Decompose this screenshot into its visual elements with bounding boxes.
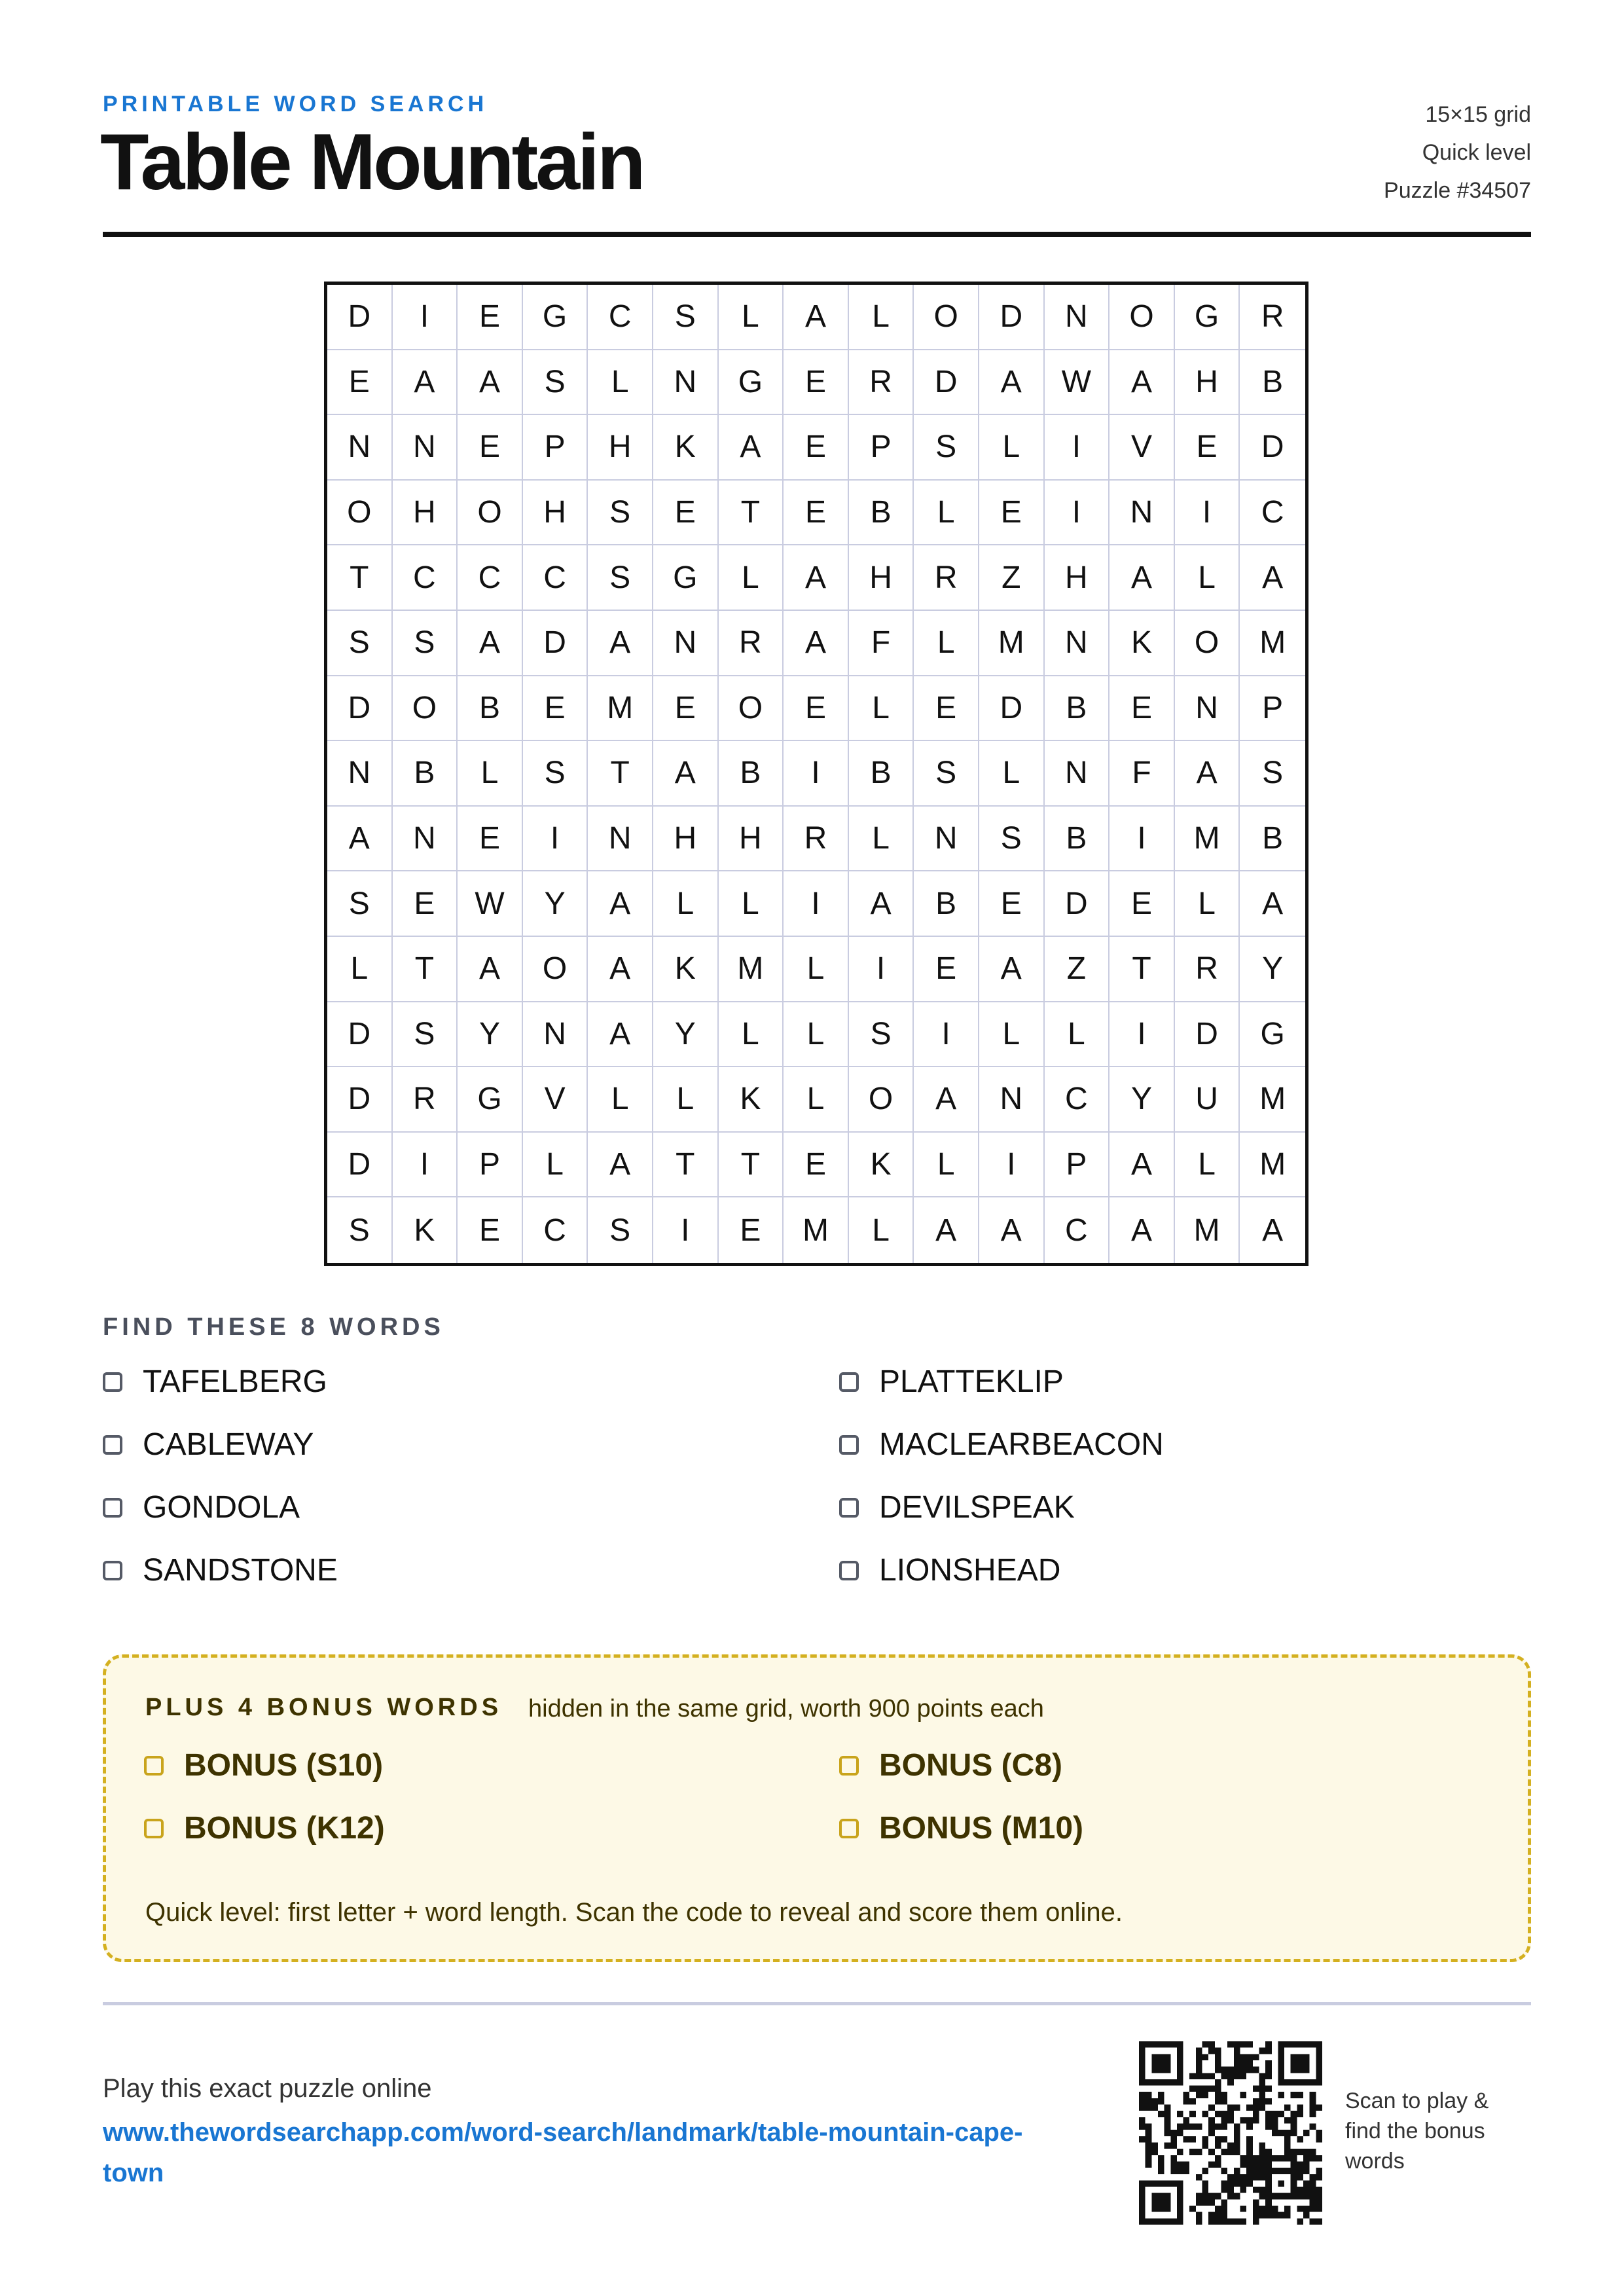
grid-cell[interactable]: L: [914, 611, 979, 676]
grid-cell[interactable]: N: [393, 415, 458, 481]
grid-cell[interactable]: S: [588, 1197, 653, 1263]
grid-cell[interactable]: P: [1045, 1133, 1110, 1198]
grid-cell[interactable]: I: [653, 1197, 719, 1263]
grid-cell[interactable]: A: [719, 415, 784, 481]
grid-cell[interactable]: D: [523, 611, 588, 676]
grid-cell[interactable]: O: [523, 937, 588, 1002]
grid-cell[interactable]: S: [393, 611, 458, 676]
grid-cell[interactable]: A: [979, 937, 1045, 1002]
grid-cell[interactable]: P: [523, 415, 588, 481]
grid-cell[interactable]: W: [1045, 350, 1110, 416]
bonus-subheading: hidden in the same grid, worth 900 points each: [528, 1695, 1044, 1722]
grid-cell[interactable]: L: [588, 350, 653, 416]
grid-cell[interactable]: R: [914, 545, 979, 611]
grid-cell[interactable]: D: [327, 1002, 393, 1068]
grid-cell[interactable]: A: [588, 937, 653, 1002]
grid-cell[interactable]: G: [1240, 1002, 1305, 1068]
grid-cell[interactable]: A: [1110, 545, 1175, 611]
grid-cell[interactable]: A: [979, 1197, 1045, 1263]
grid-cell[interactable]: T: [588, 741, 653, 807]
puzzle-number: Puzzle #34507: [1384, 178, 1531, 203]
grid-cell[interactable]: Y: [1110, 1067, 1175, 1133]
grid-cell[interactable]: T: [327, 545, 393, 611]
grid-cell[interactable]: P: [1240, 676, 1305, 742]
grid-cell[interactable]: D: [327, 285, 393, 350]
grid-cell[interactable]: I: [914, 1002, 979, 1068]
word-item[interactable]: [839, 1552, 1060, 1588]
word-label: TAFELBERG: [143, 1364, 327, 1399]
grid-cell[interactable]: I: [523, 807, 588, 872]
grid-cell[interactable]: B: [1240, 350, 1305, 416]
grid-cell[interactable]: N: [914, 807, 979, 872]
grid-cell[interactable]: E: [458, 807, 523, 872]
grid-cell[interactable]: T: [1110, 937, 1175, 1002]
checkbox-icon[interactable]: [103, 1435, 122, 1455]
grid-cell[interactable]: G: [653, 545, 719, 611]
grid-cell[interactable]: S: [523, 741, 588, 807]
grid-cell[interactable]: Y: [458, 1002, 523, 1068]
grid-cell[interactable]: C: [1045, 1067, 1110, 1133]
grid-cell[interactable]: E: [914, 937, 979, 1002]
grid-cell[interactable]: E: [327, 350, 393, 416]
puzzle-url-link[interactable]: www.thewordsearchapp.com/word-search/landmark/table-mountain-cape-town: [103, 2118, 1023, 2187]
grid-cell[interactable]: I: [1175, 481, 1240, 546]
grid-cell[interactable]: L: [849, 676, 914, 742]
grid-cell[interactable]: E: [979, 871, 1045, 937]
grid-cell[interactable]: A: [588, 611, 653, 676]
grid-cell[interactable]: N: [653, 350, 719, 416]
play-online-text: Play this exact puzzle online: [103, 2074, 432, 2103]
checkbox-icon[interactable]: [144, 1756, 164, 1776]
grid-cell[interactable]: S: [1240, 741, 1305, 807]
grid-cell[interactable]: L: [327, 937, 393, 1002]
grid-cell[interactable]: N: [393, 807, 458, 872]
grid-cell[interactable]: A: [588, 1133, 653, 1198]
grid-cell[interactable]: L: [523, 1133, 588, 1198]
grid-cell[interactable]: I: [1045, 481, 1110, 546]
bonus-word-item[interactable]: [839, 1747, 1062, 1783]
grid-cell[interactable]: A: [1240, 871, 1305, 937]
grid-cell[interactable]: M: [719, 937, 784, 1002]
checkbox-icon[interactable]: [103, 1561, 122, 1580]
grid-cell[interactable]: A: [653, 741, 719, 807]
grid-cell[interactable]: L: [784, 1002, 849, 1068]
grid-cell[interactable]: L: [849, 285, 914, 350]
grid-cell[interactable]: M: [784, 1197, 849, 1263]
grid-cell[interactable]: H: [849, 545, 914, 611]
grid-cell[interactable]: L: [979, 1002, 1045, 1068]
grid-cell[interactable]: N: [653, 611, 719, 676]
grid-cell[interactable]: B: [393, 741, 458, 807]
grid-cell[interactable]: O: [1110, 285, 1175, 350]
grid-cell[interactable]: E: [1175, 415, 1240, 481]
grid-cell[interactable]: F: [849, 611, 914, 676]
grid-cell[interactable]: K: [1110, 611, 1175, 676]
grid-cell[interactable]: L: [719, 285, 784, 350]
grid-cell[interactable]: L: [719, 545, 784, 611]
checkbox-icon[interactable]: [839, 1372, 859, 1392]
grid-cell[interactable]: F: [1110, 741, 1175, 807]
grid-cell[interactable]: R: [1175, 937, 1240, 1002]
grid-cell[interactable]: I: [1110, 807, 1175, 872]
grid-cell[interactable]: M: [979, 611, 1045, 676]
grid-cell[interactable]: P: [849, 415, 914, 481]
grid-cell[interactable]: L: [1175, 545, 1240, 611]
grid-cell[interactable]: E: [458, 415, 523, 481]
grid-cell[interactable]: B: [1240, 807, 1305, 872]
checkbox-icon[interactable]: [839, 1561, 859, 1580]
grid-cell[interactable]: T: [719, 1133, 784, 1198]
grid-cell[interactable]: D: [979, 676, 1045, 742]
grid-cell[interactable]: D: [1175, 1002, 1240, 1068]
word-label: DEVILSPEAK: [879, 1490, 1075, 1525]
checkbox-icon[interactable]: [839, 1756, 859, 1776]
grid-cell[interactable]: Z: [979, 545, 1045, 611]
grid-cell[interactable]: N: [1045, 285, 1110, 350]
bonus-word-item[interactable]: [839, 1810, 1083, 1846]
footer-divider: [103, 2002, 1531, 2005]
grid-cell[interactable]: D: [914, 350, 979, 416]
grid-cell[interactable]: D: [1240, 415, 1305, 481]
grid-cell[interactable]: A: [784, 611, 849, 676]
grid-cell[interactable]: O: [849, 1067, 914, 1133]
grid-cell[interactable]: E: [784, 481, 849, 546]
bonus-word-label: BONUS (K12): [184, 1811, 385, 1846]
grid-cell[interactable]: S: [327, 871, 393, 937]
grid-cell[interactable]: D: [327, 1133, 393, 1198]
header-divider: [103, 232, 1531, 237]
word-label: PLATTEKLIP: [879, 1364, 1064, 1399]
grid-cell[interactable]: S: [327, 1197, 393, 1263]
grid-cell[interactable]: E: [784, 350, 849, 416]
grid-cell[interactable]: C: [1045, 1197, 1110, 1263]
grid-cell[interactable]: B: [458, 676, 523, 742]
kicker-label: PRINTABLE WORD SEARCH: [103, 92, 488, 117]
grid-cell[interactable]: G: [458, 1067, 523, 1133]
grid-cell[interactable]: N: [327, 415, 393, 481]
grid-cell[interactable]: B: [1045, 807, 1110, 872]
grid-cell[interactable]: D: [979, 285, 1045, 350]
grid-cell[interactable]: L: [653, 871, 719, 937]
grid-cell[interactable]: E: [1110, 676, 1175, 742]
word-label: MACLEARBEACON: [879, 1427, 1164, 1462]
grid-cell[interactable]: D: [327, 1067, 393, 1133]
grid-cell[interactable]: L: [588, 1067, 653, 1133]
grid-cell[interactable]: H: [719, 807, 784, 872]
grid-cell[interactable]: S: [327, 611, 393, 676]
grid-cell[interactable]: S: [849, 1002, 914, 1068]
grid-cell[interactable]: Y: [1240, 937, 1305, 1002]
grid-cell[interactable]: A: [1175, 741, 1240, 807]
grid-cell[interactable]: R: [784, 807, 849, 872]
grid-cell[interactable]: T: [393, 937, 458, 1002]
grid-cell[interactable]: A: [1262, 1212, 1284, 1248]
grid-cell[interactable]: S: [914, 415, 979, 481]
grid-cell[interactable]: A: [458, 937, 523, 1002]
bonus-word-item[interactable]: [144, 1747, 383, 1783]
grid-cell[interactable]: S: [588, 545, 653, 611]
checkbox-icon[interactable]: [839, 1435, 859, 1455]
grid-cell[interactable]: A: [458, 611, 523, 676]
grid-cell[interactable]: N: [1045, 611, 1110, 676]
grid-cell[interactable]: S: [393, 1002, 458, 1068]
word-label: LIONSHEAD: [879, 1553, 1061, 1588]
grid-cell[interactable]: I: [784, 871, 849, 937]
grid-cell[interactable]: L: [653, 1067, 719, 1133]
grid-cell[interactable]: N: [1110, 481, 1175, 546]
grid-cell[interactable]: O: [719, 676, 784, 742]
qr-code-icon[interactable]: [1139, 2041, 1322, 2225]
checkbox-icon[interactable]: [144, 1819, 164, 1838]
grid-cell[interactable]: I: [393, 285, 458, 350]
grid-cell[interactable]: K: [393, 1197, 458, 1263]
grid-cell[interactable]: N: [327, 741, 393, 807]
grid-cell[interactable]: A: [588, 1002, 653, 1068]
grid-cell[interactable]: I: [1045, 415, 1110, 481]
grid-cell[interactable]: C: [523, 1197, 588, 1263]
grid-cell[interactable]: M: [1175, 1197, 1240, 1263]
bonus-word-item[interactable]: [144, 1810, 385, 1846]
grid-cell[interactable]: S: [653, 285, 719, 350]
grid-cell[interactable]: L: [979, 415, 1045, 481]
page-title: Table Mountain: [100, 117, 643, 206]
word-item[interactable]: [103, 1364, 327, 1400]
grid-cell[interactable]: O: [1175, 611, 1240, 676]
grid-cell[interactable]: V: [523, 1067, 588, 1133]
grid-cell[interactable]: H: [588, 415, 653, 481]
grid-cell[interactable]: T: [653, 1133, 719, 1198]
grid-cell[interactable]: A: [784, 285, 849, 350]
grid-cell[interactable]: E: [784, 1133, 849, 1198]
grid-cell[interactable]: L: [849, 807, 914, 872]
grid-cell[interactable]: L: [784, 937, 849, 1002]
grid-cell[interactable]: L: [719, 871, 784, 937]
grid-cell[interactable]: E: [653, 481, 719, 546]
grid-cell[interactable]: L: [784, 1067, 849, 1133]
grid-cell[interactable]: L: [914, 481, 979, 546]
grid-cell[interactable]: O: [393, 676, 458, 742]
grid-cell[interactable]: B: [1045, 676, 1110, 742]
grid-cell[interactable]: O: [458, 481, 523, 546]
grid-cell[interactable]: A: [914, 1067, 979, 1133]
word-item[interactable]: [839, 1489, 1075, 1525]
word-label: GONDOLA: [143, 1490, 300, 1525]
grid-cell[interactable]: S: [979, 807, 1045, 872]
grid-cell[interactable]: M: [1240, 611, 1305, 676]
grid-cell[interactable]: A: [588, 871, 653, 937]
word-list-heading: FIND THESE 8 WORDS: [103, 1313, 444, 1341]
checkbox-icon[interactable]: [839, 1498, 859, 1518]
grid-cell[interactable]: L: [979, 741, 1045, 807]
grid-cell[interactable]: E: [719, 1197, 784, 1263]
grid-cell[interactable]: A: [1110, 350, 1175, 416]
grid-cell[interactable]: N: [588, 807, 653, 872]
grid-cell[interactable]: K: [653, 415, 719, 481]
grid-cell[interactable]: W: [458, 871, 523, 937]
grid-cell[interactable]: U: [1175, 1067, 1240, 1133]
grid-cell[interactable]: M: [1240, 1133, 1305, 1198]
grid-cell[interactable]: P: [458, 1133, 523, 1198]
difficulty-level: Quick level: [1422, 140, 1531, 165]
grid-cell[interactable]: L: [458, 741, 523, 807]
grid-cell[interactable]: D: [327, 676, 393, 742]
grid-cell[interactable]: C: [523, 545, 588, 611]
grid-cell[interactable]: L: [1175, 871, 1240, 937]
word-item[interactable]: [103, 1552, 338, 1588]
checkbox-icon[interactable]: [839, 1819, 859, 1838]
grid-cell[interactable]: G: [719, 350, 784, 416]
grid-cell[interactable]: N: [979, 1067, 1045, 1133]
grid-cell[interactable]: I: [784, 741, 849, 807]
grid-cell[interactable]: C: [1240, 481, 1305, 546]
grid-cell[interactable]: N: [1175, 676, 1240, 742]
grid-cell[interactable]: V: [1110, 415, 1175, 481]
grid-cell[interactable]: H: [1175, 350, 1240, 416]
grid-cell[interactable]: I: [1110, 1002, 1175, 1068]
bonus-heading: PLUS 4 BONUS WORDS: [145, 1694, 503, 1721]
grid-cell[interactable]: I: [393, 1133, 458, 1198]
grid-cell[interactable]: A: [914, 1197, 979, 1263]
grid-cell[interactable]: H: [1045, 545, 1110, 611]
letter-grid: [324, 282, 1308, 1266]
grid-cell[interactable]: Y: [523, 871, 588, 937]
grid-cell[interactable]: E: [393, 871, 458, 937]
grid-cell[interactable]: B: [849, 741, 914, 807]
grid-cell[interactable]: E: [1110, 871, 1175, 937]
grid-cell[interactable]: E: [979, 481, 1045, 546]
grid-cell[interactable]: S: [914, 741, 979, 807]
grid-cell[interactable]: M: [1175, 807, 1240, 872]
grid-cell[interactable]: A: [458, 350, 523, 416]
grid-cell[interactable]: M: [588, 676, 653, 742]
grid-cell[interactable]: B: [914, 871, 979, 937]
grid-cell[interactable]: E: [523, 676, 588, 742]
bonus-word-label: BONUS (C8): [879, 1748, 1063, 1783]
bonus-note: Quick level: first letter + word length. Scan the code to reveal and score them online.: [145, 1898, 1123, 1927]
grid-cell[interactable]: C: [393, 545, 458, 611]
grid-cell[interactable]: A: [1240, 545, 1305, 611]
grid-cell[interactable]: C: [458, 545, 523, 611]
grid-cell[interactable]: O: [327, 481, 393, 546]
grid-cell[interactable]: H: [523, 481, 588, 546]
grid-cell[interactable]: E: [914, 676, 979, 742]
grid-cell[interactable]: L: [849, 1197, 914, 1263]
grid-cell[interactable]: B: [719, 741, 784, 807]
word-label: CABLEWAY: [143, 1427, 314, 1462]
grid-cell[interactable]: A: [979, 350, 1045, 416]
word-item[interactable]: [103, 1489, 300, 1525]
grid-cell[interactable]: A: [327, 807, 393, 872]
word-item[interactable]: [103, 1427, 314, 1463]
grid-cell[interactable]: L: [719, 1002, 784, 1068]
grid-cell[interactable]: S: [523, 350, 588, 416]
grid-cell[interactable]: K: [719, 1067, 784, 1133]
grid-cell[interactable]: I: [979, 1133, 1045, 1198]
grid-cell[interactable]: E: [653, 676, 719, 742]
grid-cell[interactable]: H: [653, 807, 719, 872]
grid-cell[interactable]: E: [784, 676, 849, 742]
bonus-word-label: BONUS (M10): [879, 1811, 1084, 1846]
grid-cell[interactable]: D: [1045, 871, 1110, 937]
puzzle-meta: [1384, 96, 1531, 210]
grid-cell[interactable]: N: [523, 1002, 588, 1068]
grid-cell[interactable]: R: [393, 1067, 458, 1133]
grid-cell[interactable]: R: [719, 611, 784, 676]
grid-cell[interactable]: O: [914, 285, 979, 350]
grid-cell[interactable]: H: [393, 481, 458, 546]
word-label: SANDSTONE: [143, 1553, 338, 1588]
grid-cell[interactable]: S: [588, 481, 653, 546]
grid-cell[interactable]: L: [914, 1133, 979, 1198]
grid-cell[interactable]: G: [1175, 285, 1240, 350]
grid-cell[interactable]: K: [849, 1133, 914, 1198]
word-item[interactable]: [839, 1364, 1064, 1400]
checkbox-icon[interactable]: [103, 1498, 122, 1518]
grid-cell[interactable]: T: [719, 481, 784, 546]
grid-cell[interactable]: R: [1240, 285, 1305, 350]
grid-cell[interactable]: L: [1175, 1133, 1240, 1198]
grid-cell[interactable]: L: [1045, 1002, 1110, 1068]
bonus-panel: [103, 1654, 1531, 1962]
grid-cell[interactable]: Z: [1045, 937, 1110, 1002]
grid-cell[interactable]: G: [523, 285, 588, 350]
grid-cell[interactable]: K: [653, 937, 719, 1002]
grid-size: 15×15 grid: [1425, 102, 1531, 127]
grid-cell[interactable]: C: [588, 285, 653, 350]
grid-cell[interactable]: A: [784, 545, 849, 611]
grid-cell[interactable]: B: [849, 481, 914, 546]
checkbox-icon[interactable]: [103, 1372, 122, 1392]
grid-cell[interactable]: A: [849, 871, 914, 937]
grid-cell[interactable]: A: [1110, 1133, 1175, 1198]
grid-cell[interactable]: M: [1240, 1067, 1305, 1133]
word-item[interactable]: [839, 1427, 1164, 1463]
grid-cell[interactable]: Y: [653, 1002, 719, 1068]
grid-cell[interactable]: A: [1110, 1197, 1175, 1263]
grid-cell[interactable]: N: [1045, 741, 1110, 807]
qr-caption: Scan to play & find the bonus words: [1345, 2088, 1489, 2174]
grid-cell[interactable]: I: [849, 937, 914, 1002]
grid-cell[interactable]: R: [849, 350, 914, 416]
bonus-word-label: BONUS (S10): [184, 1748, 384, 1783]
grid-cell[interactable]: E: [458, 1197, 523, 1263]
grid-cell[interactable]: A: [393, 350, 458, 416]
grid-cell[interactable]: E: [458, 285, 523, 350]
grid-cell[interactable]: E: [784, 415, 849, 481]
